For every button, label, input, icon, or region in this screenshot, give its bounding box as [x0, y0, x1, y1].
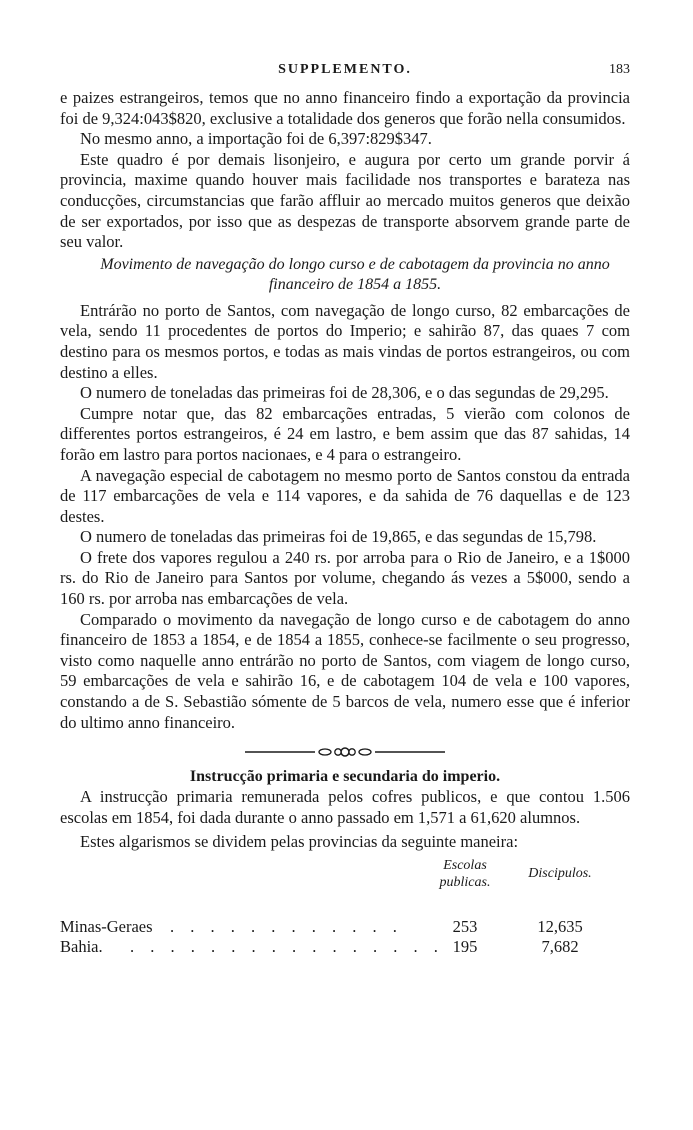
escolas-value: 195: [452, 937, 478, 956]
paragraph: Cumpre notar que, das 82 embarcações entradas, 5 vierão com colonos de differentes portos estrangeiros, é 24 em lastro, e bem assim que das 87 sahidas, 14 forão em lastro para portos nacionaes, e 4 para o estrangeiro.: [60, 403, 630, 464]
table-header: [60, 857, 630, 917]
leader-dots: . . . . . . . . . . . . . . . .: [130, 937, 444, 956]
paragraph: e paizes estrangeiros, temos que no anno financeiro findo a exportação da provincia foi de 9,324:043$820, exclusive a totalidade dos generos que forão nella consumidos.: [60, 88, 630, 128]
paragraph: O frete dos vapores regulou a 240 rs. por arroba para o Rio de Janeiro, e a 1$000 rs. do Rio de Janeiro para Santos por volume, chegando ás vezes a 5$000, sendo a 160 rs. por arroba nas embarcações de vela.: [60, 547, 630, 609]
column-header-discipulos: Discipulos.: [528, 866, 592, 881]
paragraph: A instrucção primaria remunerada pelos cofres publicos, e que contou 1.506 escolas em 1854, foi dada durante o anno passado em 1,571 a 61,620 alumnos.: [60, 787, 630, 827]
paragraph: Comparado o movimento da navegação de longo curso e de cabotagem do anno financeiro de 1853 a 1854, e de 1854 a 1855, conhece-se facilmente o seu progresso, visto como naquelle anno entrárão no porto de Santos, com viagem de longo curso, 59 embarcações de vela e sahirão 16, e de cabotagem 104 de vela e 100 vapores, constando a de S. Sebastião sómente de 5 barcos de vela, numero esse que é inferior do ultimo anno financeiro.: [60, 609, 630, 732]
paragraph: No mesmo anno, a importação foi de 6,397:829$347.: [80, 129, 432, 149]
body-text: [60, 88, 630, 957]
running-title: SUPPLEMENTO.: [278, 62, 412, 77]
paragraph: Entrárão no porto de Santos, com navegação de longo curso, 82 embarcações de vela, sendo 11 procedentes de portos do Imperio; e sahirão 87, das quaes 7 com destino para os mesmos portos, e todas as mais vindas de portos estrangeiros, ou com destino a elles.: [60, 300, 630, 382]
escolas-value: 253: [452, 917, 478, 936]
column-header-escolas: Escolas publicas.: [439, 858, 491, 890]
paragraph: O numero de toneladas das primeiras foi de 28,306, e o das segundas de 29,295.: [80, 383, 609, 403]
table-row: [60, 917, 630, 937]
provincia-name: Bahia.: [60, 937, 103, 956]
page-number: 183: [609, 62, 630, 77]
discipulos-value: 7,682: [541, 937, 579, 956]
ornamental-divider: [60, 747, 630, 757]
paragraph: Estes algarismos se dividem pelas provincias da seguinte maneira:: [80, 832, 519, 852]
paragraph: O numero de toneladas das primeiras foi de 19,865, e das segundas de 15,798.: [80, 527, 597, 547]
paragraph: A navegação especial de cabotagem no mesmo porto de Santos constou da entrada de 117 embarcações de vela e 114 vapores, e da sahida de 76 daquellas e de 123 destes.: [60, 465, 630, 526]
table-row: [60, 937, 630, 957]
section-heading: Movimento de navegação do longo curso e de cabotagem da provincia no anno financeiro de 1854 a 1855.: [100, 255, 610, 293]
provincia-name: Minas-Geraes: [60, 917, 153, 936]
paragraph: Este quadro é por demais lisonjeiro, e augura por certo um grande porvir á provincia, maxime quando houver mais facilidade nos transportes e barateza nas conducções, circumstancias que farão affluir ao mercado muitos generos que deixão de ser exportados, por isso que as despezas de transporte absorvem grande parte de seu valor.: [60, 149, 630, 252]
leader-dots: . . . . . . . . . . . .: [170, 917, 403, 936]
instruccao-title: Instrucção primaria e secundaria do imperio.: [189, 768, 501, 786]
page-header: [60, 62, 630, 86]
divider-ornament-icon: [245, 747, 445, 757]
discipulos-value: 12,635: [537, 917, 583, 936]
